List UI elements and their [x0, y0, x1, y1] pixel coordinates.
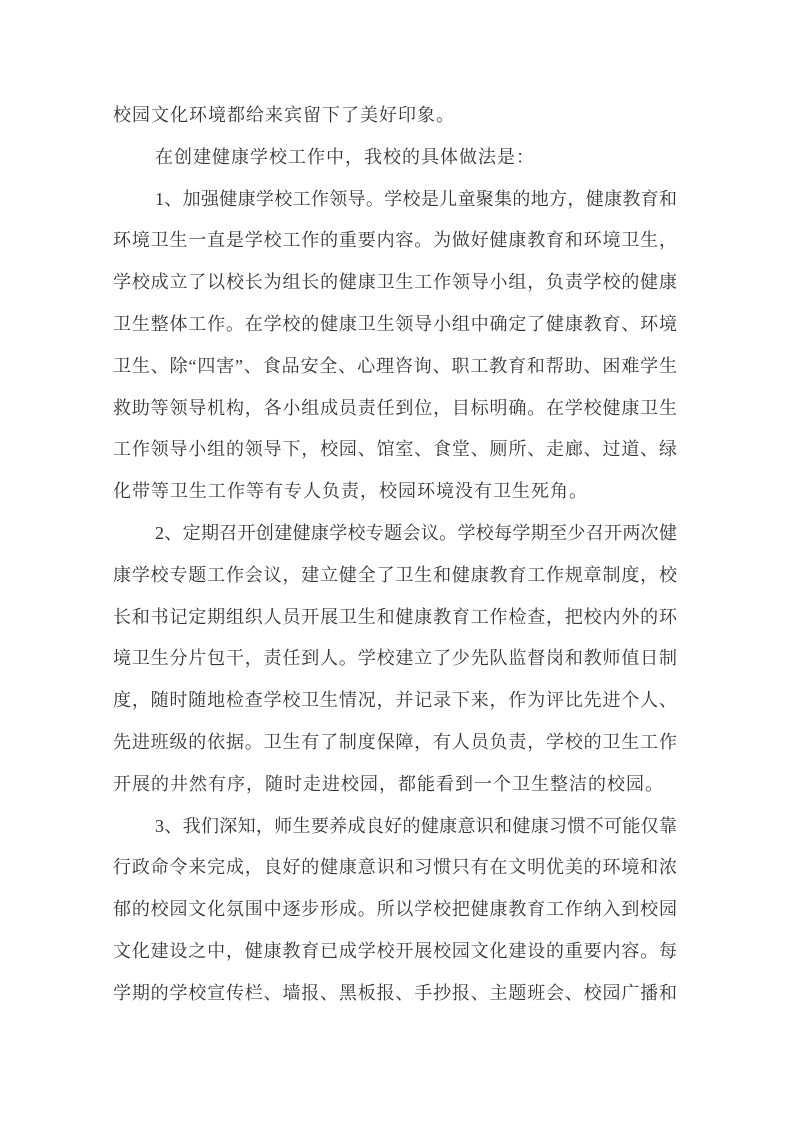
text-line: 救助等领导机构，各小组成员责任到位，目标明确。在学校健康卫生	[113, 397, 677, 418]
text-line: 学期的学校宣传栏、墙报、黑板报、手抄报、主题班会、校园广播和	[113, 982, 677, 1003]
text-line: 郁的校园文化氛围中逐步形成。所以学校把健康教育工作纳入到校园	[113, 899, 677, 920]
text-line: 文化建设之中，健康教育已成学校开展校园文化建设的重要内容。每	[113, 940, 677, 961]
text-line: 1、加强健康学校工作领导。学校是儿童聚集的地方，健康教育和	[155, 188, 677, 209]
text-line: 学校成立了以校长为组长的健康卫生工作领导小组，负责学校的健康	[113, 272, 677, 293]
text-line: 化带等卫生工作等有专人负责，校园环境没有卫生死角。	[113, 481, 588, 502]
text-line: 康学校专题工作会议，建立健全了卫生和健康教育工作规章制度，校	[113, 564, 677, 585]
text-line: 度，随时随地检查学校卫生情况，并记录下来，作为评比先进个人、	[113, 690, 677, 711]
text-line: 3、我们深知，师生要养成良好的健康意识和健康习惯不可能仅靠	[155, 815, 677, 836]
text-line: 卫生、除“四害”、食品安全、心理咨询、职工教育和帮助、困难学生	[113, 355, 677, 376]
text-line: 环境卫生一直是学校工作的重要内容。为做好健康教育和环境卫生，	[113, 230, 677, 251]
text-line: 2、定期召开创建健康学校专题会议。学校每学期至少召开两次健	[155, 522, 677, 543]
text-line: 行政命令来完成，良好的健康意识和习惯只有在文明优美的环境和浓	[113, 857, 677, 878]
document-text-block	[113, 95, 677, 1015]
text-line: 长和书记定期组织人员开展卫生和健康教育工作检查，把校内外的环	[113, 606, 677, 627]
text-line: 校园文化环境都给来宾留下了美好印象。	[113, 105, 455, 125]
text-line: 境卫生分片包干，责任到人。学校建立了少先队监督岗和教师值日制	[113, 648, 677, 669]
text-line: 卫生整体工作。在学校的健康卫生领导小组中确定了健康教育、环境	[113, 313, 677, 334]
text-line: 先进班级的依据。卫生有了制度保障，有人员负责，学校的卫生工作	[113, 731, 677, 752]
text-line: 在创建健康学校工作中，我校的具体做法是：	[155, 146, 535, 167]
text-line: 工作领导小组的领导下，校园、馆室、食堂、厕所、走廊、过道、绿	[113, 439, 677, 460]
text-line: 开展的井然有序，随时走进校园，都能看到一个卫生整洁的校园。	[113, 773, 664, 794]
